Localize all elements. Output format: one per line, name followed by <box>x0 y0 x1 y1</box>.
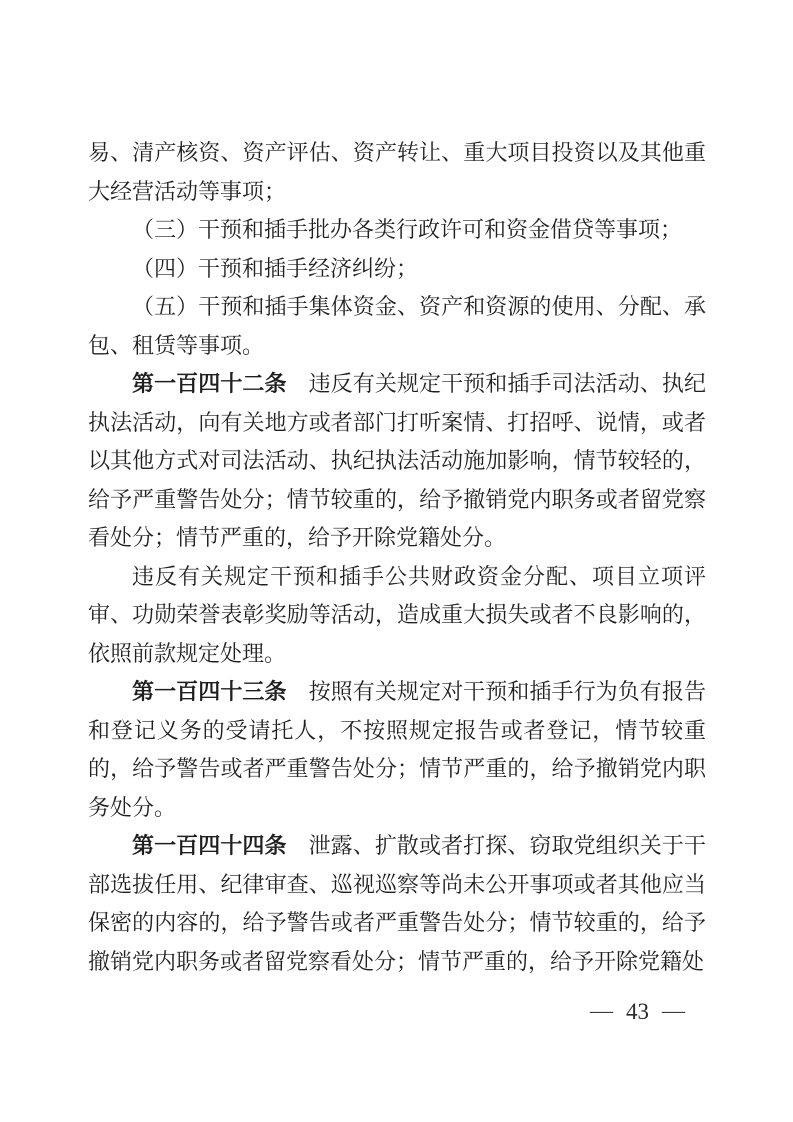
paragraph <box>88 558 706 674</box>
paragraph <box>88 134 706 211</box>
paragraph-text: 按照有关规定对干预和插手行为负有报告和登记义务的受请托人，不按照规定报告或者登记，情节较重的，给予警告或者严重警告处分；情节严重的，给予撤销党内职务处分。 <box>88 679 706 820</box>
article-number: 第一百四十四条 <box>132 833 287 858</box>
paragraph <box>88 827 706 981</box>
footer-dash-right: — <box>662 998 685 1023</box>
page-number: 43 <box>626 999 649 1024</box>
paragraph-text: （五）干预和插手集体资金、资产和资源的使用、分配、承包、租赁等事项。 <box>88 294 706 358</box>
page-footer <box>590 999 685 1025</box>
text-block <box>88 134 706 981</box>
article-number: 第一百四十三条 <box>132 679 287 704</box>
paragraph-text: 易、清产核资、资产评估、资产转让、重大项目投资以及其他重大经营活动等事项； <box>88 140 706 204</box>
paragraph-text: （四）干预和插手经济纠纷； <box>132 255 419 281</box>
paragraph-text: 泄露、扩散或者打探、窃取党组织关于干部选拔任用、纪律审查、巡视巡察等尚未公开事项或者其他应当保密的内容的，给予警告或者严重警告处分；情节较重的，给予撤销党内职务或者留党察看处分；情节严重的，给予开除党籍处 <box>88 833 706 974</box>
paragraph-text: （三）干预和插手批办各类行政许可和资金借贷等事项； <box>132 217 683 242</box>
article-number: 第一百四十二条 <box>132 371 287 396</box>
paragraph <box>88 365 706 558</box>
paragraph-text: 违反有关规定干预和插手司法活动、执纪执法活动，向有关地方或者部门打听案情、打招呼、说情，或者以其他方式对司法活动、执纪执法活动施加影响，情节较轻的，给予严重警告处分；情节较重的，给予撤销党内职务或者留党察看处分；情节严重的，给予开除党籍处分。 <box>88 371 706 550</box>
paragraph-text: 违反有关规定干预和插手公共财政资金分配、项目立项评审、功勋荣誉表彰奖励等活动，造成重大损失或者不良影响的，依照前款规定处理。 <box>88 563 706 666</box>
footer-dash-left: — <box>590 998 613 1023</box>
paragraph <box>88 673 706 827</box>
paragraph <box>88 288 706 365</box>
paragraph <box>88 211 706 250</box>
paragraph <box>88 250 706 289</box>
